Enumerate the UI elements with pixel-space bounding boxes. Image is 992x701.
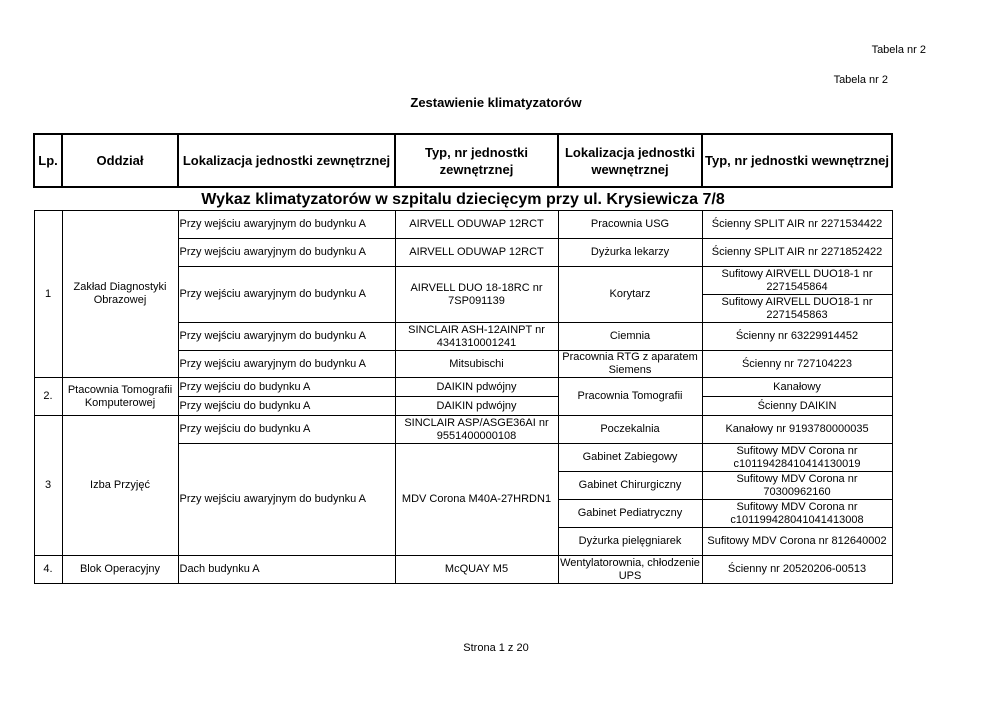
indoor-type-cell: Kanałowy nr 9193780000035 (702, 416, 892, 444)
indoor-type-cell: Ścienny nr 20520206-00513 (702, 556, 892, 584)
indoor-type-cell: Ścienny nr 727104223 (702, 351, 892, 378)
outdoor-location-cell: Przy wejściu do budynku A (178, 378, 395, 397)
document-title: Zestawienie klimatyzatorów (410, 95, 582, 110)
page-number: Strona 1 z 20 (463, 642, 529, 654)
indoor-type-cell: Sufitowy MDV Corona nr 812640002 (702, 528, 892, 556)
department-cell: Izba Przyjęć (62, 416, 178, 556)
indoor-type-cell: Ścienny nr 63229914452 (702, 323, 892, 351)
outdoor-type-cell: Mitsubischi (395, 351, 558, 378)
col-header-lp: Lp. (34, 134, 62, 187)
lp-cell: 4. (34, 556, 62, 584)
indoor-location-cell: Korytarz (558, 267, 702, 323)
outdoor-location-cell: Przy wejściu awaryjnym do budynku A (178, 211, 395, 239)
indoor-type-cell: Sufitowy AIRVELL DUO18-1 nr 2271545863 (702, 295, 892, 323)
lp-cell: 2. (34, 378, 62, 416)
indoor-type-cell: Ścienny SPLIT AIR nr 2271534422 (702, 211, 892, 239)
indoor-location-cell: Gabinet Zabiegowy (558, 444, 702, 472)
table-row (34, 378, 892, 397)
outdoor-type-cell: SINCLAIR ASP/ASGE36AI nr 9551400000108 (395, 416, 558, 444)
outdoor-location-cell: Przy wejściu do budynku A (178, 397, 395, 416)
indoor-type-cell: Kanałowy (702, 378, 892, 397)
outdoor-type-cell: MDV Corona M40A-27HRDN1 (395, 444, 558, 556)
indoor-location-cell: Dyżurka pielęgniarek (558, 528, 702, 556)
table-row (34, 416, 892, 444)
indoor-location-cell: Dyżurka lekarzy (558, 239, 702, 267)
outdoor-location-cell: Przy wejściu awaryjnym do budynku A (178, 267, 395, 323)
indoor-type-cell: Sufitowy MDV Corona nr c101199428041041413008 (702, 500, 892, 528)
department-cell: Zakład Diagnostyki Obrazowej (62, 211, 178, 378)
table-header-row (34, 134, 892, 187)
outdoor-location-cell: Przy wejściu do budynku A (178, 416, 395, 444)
indoor-type-cell: Sufitowy MDV Corona nr c10119428410414130019 (702, 444, 892, 472)
indoor-type-cell: Ścienny DAIKIN (702, 397, 892, 416)
indoor-location-cell: Pracownia RTG z aparatem Siemens (558, 351, 702, 378)
indoor-location-cell: Wentylatorownia, chłodzenie UPS (558, 556, 702, 584)
indoor-type-cell: Sufitowy AIRVELL DUO18-1 nr 2271545864 (702, 267, 892, 295)
col-header-typ-zew: Typ, nr jednostki zewnętrznej (395, 134, 558, 187)
lp-cell: 3 (34, 416, 62, 556)
outdoor-type-cell: McQUAY M5 (395, 556, 558, 584)
department-cell: Ptacownia Tomografii Komputerowej (62, 378, 178, 416)
col-header-typ-wew: Typ, nr jednostki wewnętrznej (702, 134, 892, 187)
indoor-location-cell: Gabinet Chirurgiczny (558, 472, 702, 500)
indoor-type-cell: Sufitowy MDV Corona nr 70300962160 (702, 472, 892, 500)
outdoor-type-cell: DAIKIN pdwójny (395, 378, 558, 397)
indoor-type-cell: Ścienny SPLIT AIR nr 2271852422 (702, 239, 892, 267)
indoor-location-cell: Ciemnia (558, 323, 702, 351)
table-row (34, 556, 892, 584)
lp-cell: 1 (34, 211, 62, 378)
indoor-location-cell: Pracownia Tomografii (558, 378, 702, 416)
outdoor-type-cell: SINCLAIR ASH-12AINPT nr 4341310001241 (395, 323, 558, 351)
indoor-location-cell: Pracownia USG (558, 211, 702, 239)
outdoor-location-cell: Przy wejściu awaryjnym do budynku A (178, 351, 395, 378)
outdoor-location-cell: Przy wejściu awaryjnym do budynku A (178, 239, 395, 267)
outdoor-location-cell: Przy wejściu awaryjnym do budynku A (178, 323, 395, 351)
outdoor-location-cell: Przy wejściu awaryjnym do budynku A (178, 444, 395, 556)
table-number-label-secondary: Tabela nr 2 (833, 74, 888, 86)
table-number-label: Tabela nr 2 (871, 44, 926, 56)
indoor-location-cell: Gabinet Pediatryczny (558, 500, 702, 528)
col-header-oddzial: Oddział (62, 134, 178, 187)
section-title-row (34, 187, 892, 211)
outdoor-type-cell: AIRVELL ODUWAP 12RCT (395, 211, 558, 239)
department-cell: Blok Operacyjny (62, 556, 178, 584)
table-row (34, 211, 892, 239)
col-header-lok-zew: Lokalizacja jednostki zewnętrznej (178, 134, 395, 187)
section-title: Wykaz klimatyzatorów w szpitalu dziecięcym przy ul. Krysiewicza 7/8 (34, 187, 892, 211)
outdoor-type-cell: DAIKIN pdwójny (395, 397, 558, 416)
indoor-location-cell: Poczekalnia (558, 416, 702, 444)
aircon-table (33, 133, 893, 584)
outdoor-type-cell: AIRVELL ODUWAP 12RCT (395, 239, 558, 267)
outdoor-type-cell: AIRVELL DUO 18-18RC nr 7SP091139 (395, 267, 558, 323)
col-header-lok-wew: Lokalizacja jednostki wewnętrznej (558, 134, 702, 187)
outdoor-location-cell: Dach budynku A (178, 556, 395, 584)
